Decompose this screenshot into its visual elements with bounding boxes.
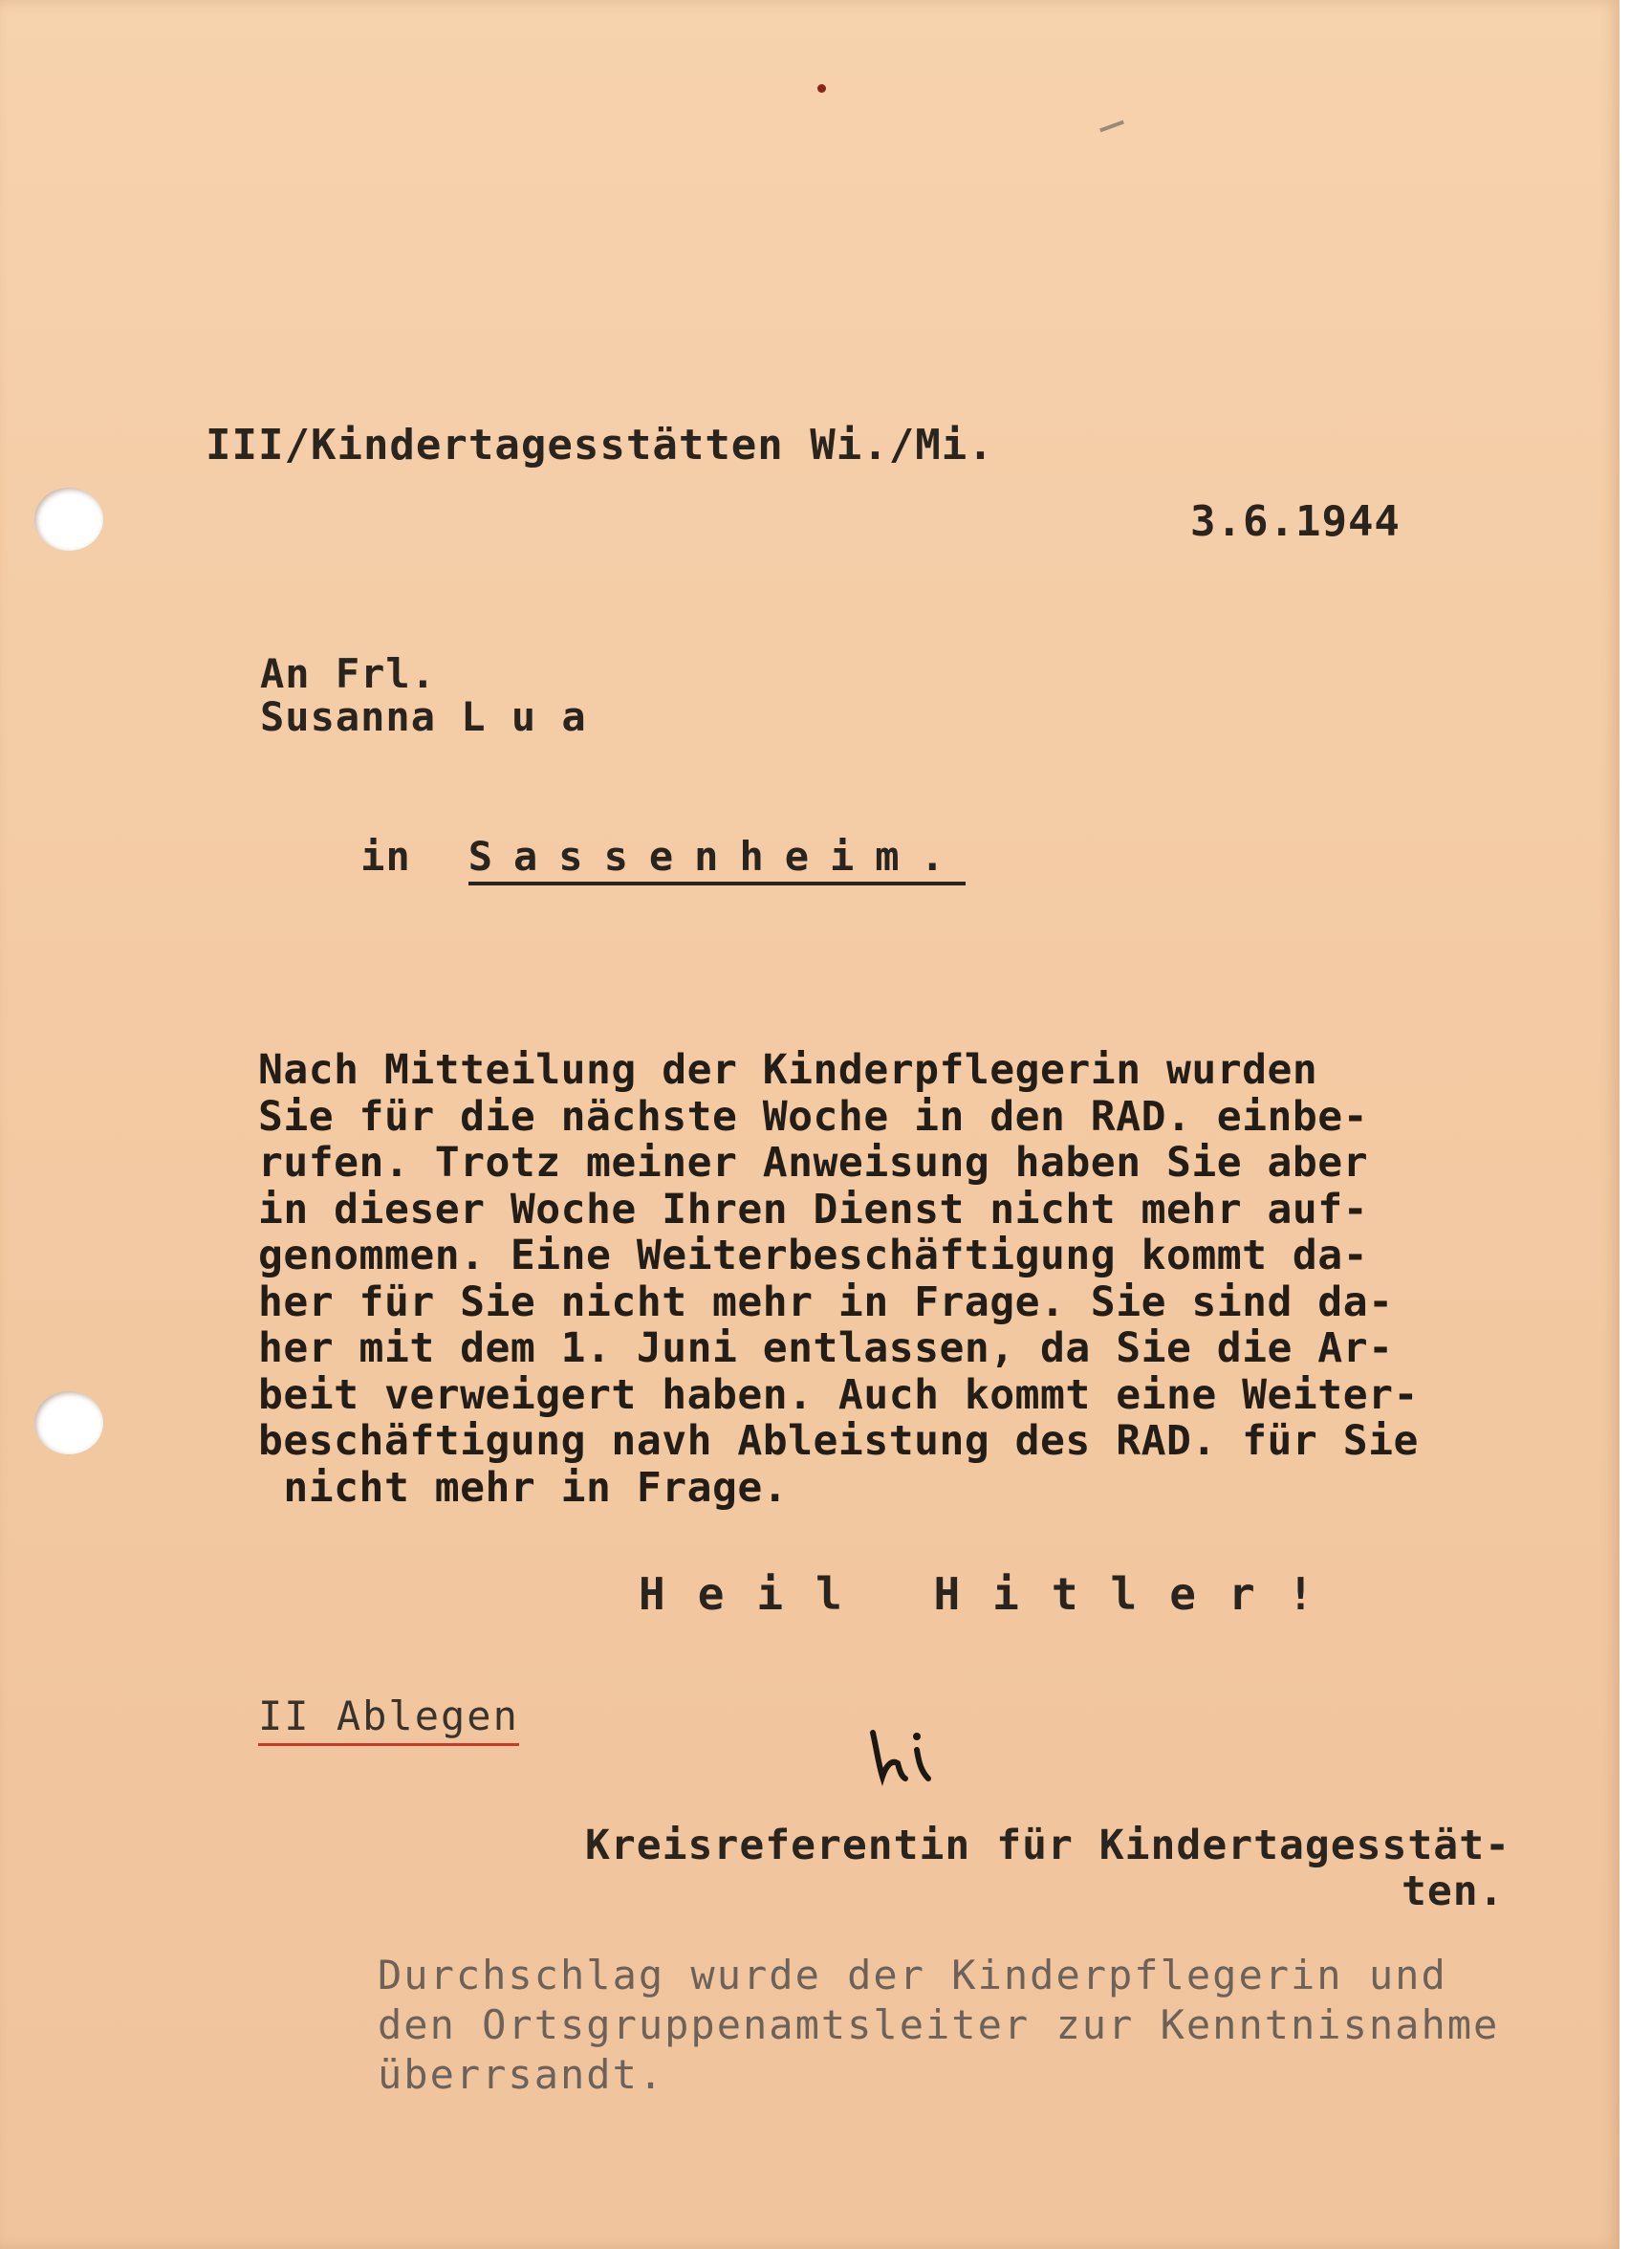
body-line: beschäftigung navh Ableistung des RAD. für Sie xyxy=(258,1417,1419,1465)
body-line: nicht mehr in Frage. xyxy=(258,1463,789,1512)
carbon-copy-note xyxy=(378,1951,1620,2100)
body-line: in dieser Woche Ihren Dienst nicht mehr auf- xyxy=(258,1185,1369,1234)
cc-line: Durchschlag wurde der Kinderpflegerin und xyxy=(378,1952,1447,1998)
punch-hole-bottom xyxy=(34,1391,103,1454)
letter-body xyxy=(258,1047,1616,1511)
body-line: Sie für die nächste Woche in den RAD. einbe- xyxy=(258,1092,1369,1141)
body-line: her mit dem 1. Juni entlassen, da Sie die Ar- xyxy=(258,1324,1394,1372)
ink-speck xyxy=(817,84,826,93)
signature-title-continued: ten. xyxy=(1402,1867,1505,1915)
cc-line: überrsandt. xyxy=(378,2051,665,2098)
punch-hole-top xyxy=(34,488,103,551)
recipient-city: Sassenheim. xyxy=(468,833,966,885)
recipient-name: Susanna L u a xyxy=(260,693,587,740)
handwritten-initial xyxy=(865,1721,942,1788)
recipient-salutation: An Frl. xyxy=(260,650,437,697)
reference-line: III/Kindertagesstätten Wi./Mi. xyxy=(206,421,994,469)
letter-date: 3.6.1944 xyxy=(1190,497,1401,546)
signature-title: Kreisreferentin für Kindertagesstät- xyxy=(585,1822,1511,1869)
cc-line: den Ortsgruppenamtsleiter zur Kenntnisnahme xyxy=(378,2001,1500,2048)
body-line: rufen. Trotz meiner Anweisung haben Sie aber xyxy=(258,1139,1369,1187)
closing-greeting: Heil Hitler! xyxy=(639,1568,1347,1620)
body-line: Nach Mitteilung der Kinderpflegerin wurden xyxy=(258,1046,1318,1094)
body-line: beit verweigert haben. Auch kommt eine Weiter- xyxy=(258,1370,1419,1419)
recipient-city-line xyxy=(260,786,966,932)
filing-note: II Ablegen xyxy=(258,1692,519,1746)
paper-mark xyxy=(1099,120,1124,133)
body-line: genommen. Eine Weiterbeschäftigung kommt da- xyxy=(258,1232,1369,1279)
city-prefix: in xyxy=(360,833,411,880)
body-line: her für Sie nicht mehr in Frage. Sie sind da- xyxy=(258,1277,1394,1326)
